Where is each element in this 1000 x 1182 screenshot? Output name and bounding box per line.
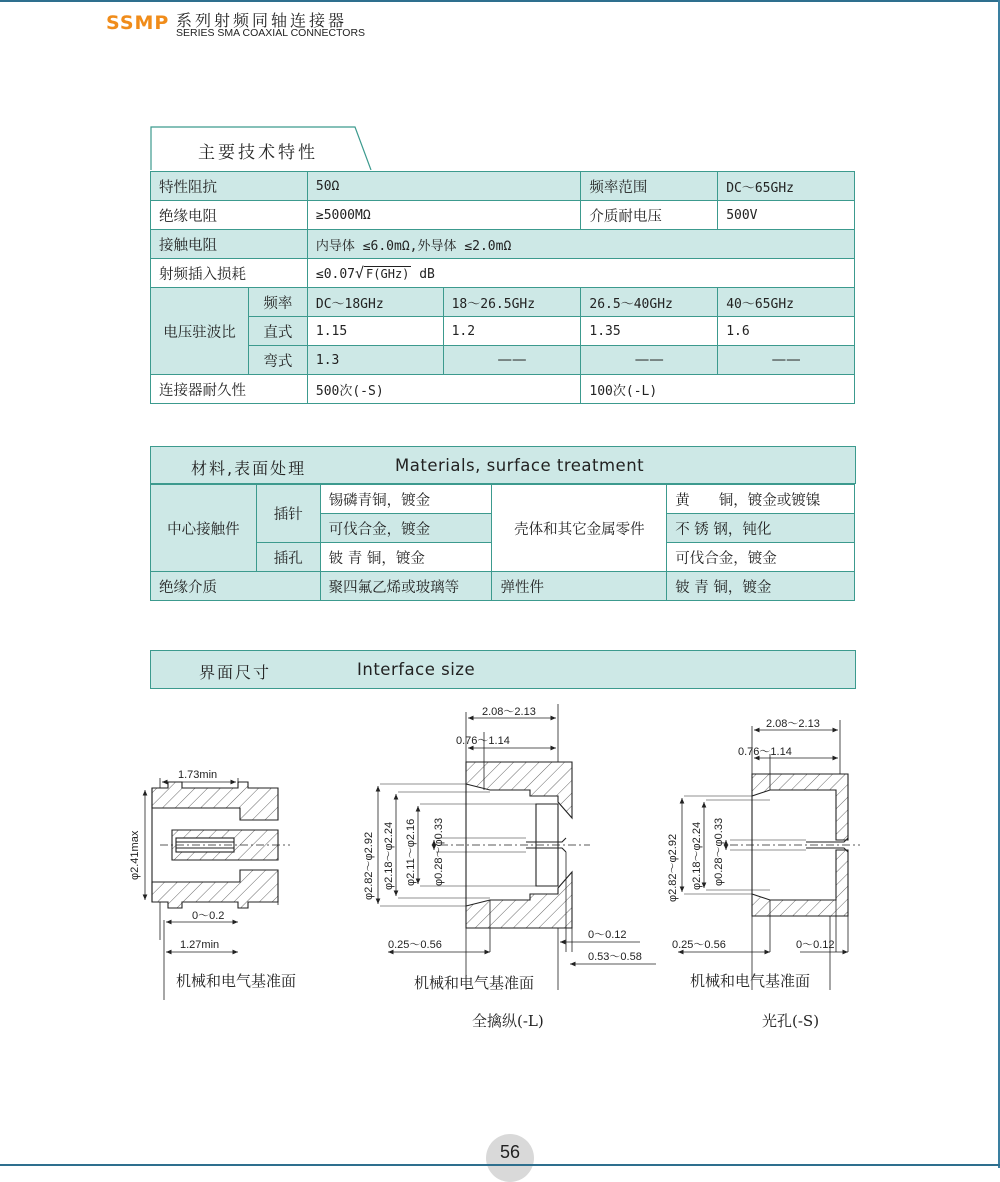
housing-material-2: 不 锈 钢，钝化 (667, 514, 855, 543)
spring-material: 铍 青 铜，镀金 (667, 572, 855, 601)
spec-row-insulation (151, 201, 855, 230)
vswr-freq-1: DC～18GHz (307, 288, 443, 317)
vswr-bent-1: 1.3 (307, 346, 443, 375)
socket-material: 铍 青 铜，镀金 (320, 543, 492, 572)
vswr-bent-label: 弯式 (248, 346, 307, 375)
spring-label: 弹性件 (492, 572, 667, 601)
jack-l-dim-6: φ0.28～φ0.33 (433, 817, 445, 886)
vswr-straight-2: 1.2 (443, 317, 581, 346)
interface-heading-cn: 界面尺寸 (199, 663, 272, 682)
series-title-cn: 系列射频同轴连接器 (176, 11, 348, 30)
specs-table (150, 171, 855, 404)
plug-dim-2: φ2.41max (129, 830, 141, 880)
jack-l-dim-8: 0～0.12 (588, 929, 627, 941)
jack-s-dim-8: 0～0.12 (796, 939, 835, 951)
vswr-label: 电压驻波比 (151, 288, 249, 375)
durability-l: 100次(-L) (581, 375, 855, 404)
jack-s-dim-4: φ2.18～φ2.24 (691, 821, 703, 890)
vswr-row-straight (151, 317, 855, 346)
vswr-straight-1: 1.15 (307, 317, 443, 346)
durability-label: 连接器耐久性 (151, 375, 308, 404)
interface-drawings (0, 690, 1000, 1050)
freq-value: DC～65GHz (718, 172, 855, 201)
pin-label: 插针 (256, 485, 320, 543)
spec-row-impedance (151, 172, 855, 201)
contact-value: 内导体 ≤6.0mΩ,外导体 ≤2.0mΩ (307, 230, 854, 259)
loss-label: 射频插入损耗 (151, 259, 308, 288)
spec-row-loss (151, 259, 855, 288)
dielectric-material: 聚四氟乙烯或玻璃等 (320, 572, 492, 601)
materials-heading-cn: 材料,表面处理 (191, 459, 307, 478)
housing-label: 壳体和其它金属零件 (492, 485, 667, 572)
vswr-bent-3: —— (581, 346, 718, 375)
jack-s-caption: 机械和电气基准面 (690, 972, 811, 990)
vswr-bent-2: —— (443, 346, 581, 375)
dielectric-label: 绝缘介质 (151, 572, 321, 601)
materials-table (150, 484, 855, 601)
vswr-straight-3: 1.35 (581, 317, 718, 346)
loss-unit: dB (419, 267, 435, 282)
insulation-label: 绝缘电阻 (151, 201, 308, 230)
plug-dim-3: 0～0.2 (192, 910, 225, 922)
plug-dim-1: 1.73min (178, 769, 218, 781)
jack-l-dim-4: φ2.18～φ2.24 (383, 821, 395, 890)
vswr-freq-label: 频率 (248, 288, 307, 317)
jack-s-dim-2: 0.76～1.14 (738, 746, 792, 758)
jack-l-dim-1: 2.08～2.13 (482, 706, 536, 718)
socket-label: 插孔 (256, 543, 320, 572)
center-contact-label: 中心接触件 (151, 485, 257, 572)
page-number: 56 (499, 1142, 521, 1162)
loss-value (307, 259, 854, 288)
bottom-rule (0, 1164, 1000, 1166)
jack-l-dim-5: φ2.11～φ2.16 (405, 818, 417, 886)
spec-row-durability (151, 375, 855, 404)
impedance-label: 特性阻抗 (151, 172, 308, 201)
pin-material-2: 可伐合金，镀金 (320, 514, 492, 543)
contact-label: 接触电阻 (151, 230, 308, 259)
jack-s-dim-6: φ0.28～φ0.33 (713, 817, 725, 886)
insulation-value: ≥5000MΩ (307, 201, 581, 230)
vswr-row-bent (151, 346, 855, 375)
plug-dim-4: 1.27min (180, 939, 220, 951)
materials-heading-bar (150, 446, 856, 484)
jack-l-dim-7: 0.25～0.56 (388, 939, 442, 951)
pin-material-1: 锡磷青铜，镀金 (320, 485, 492, 514)
interface-heading-bar (150, 650, 856, 689)
series-title-en: SERIES SMA COAXIAL CONNECTORS (176, 27, 366, 39)
withstand-value: 500V (718, 201, 855, 230)
sqrt-symbol: √ (355, 264, 365, 282)
jack-s-dimensions (678, 730, 848, 952)
materials-heading-en: Materials, surface treatment (395, 456, 645, 475)
vswr-freq-3: 26.5～40GHz (581, 288, 718, 317)
plug-drawing (152, 778, 290, 1000)
housing-material-1: 黄 铜，镀金或镀镍 (667, 485, 855, 514)
vswr-bent-4: —— (718, 346, 855, 375)
vswr-row-freq (151, 288, 855, 317)
jack-l-label: 全擒纵(-L) (472, 1012, 544, 1030)
vswr-straight-4: 1.6 (718, 317, 855, 346)
vswr-freq-2: 18～26.5GHz (443, 288, 581, 317)
specs-heading: 主要技术特性 (198, 143, 318, 163)
jack-s-dim-1: 2.08～2.13 (766, 718, 820, 730)
withstand-label: 介质耐电压 (581, 201, 718, 230)
housing-material-3: 可伐合金，镀金 (667, 543, 855, 572)
vswr-straight-label: 直式 (248, 317, 307, 346)
jack-s-dim-7: 0.25～0.56 (672, 939, 726, 951)
impedance-value: 50Ω (307, 172, 581, 201)
jack-s-dim-3: φ2.82～φ2.92 (667, 833, 679, 902)
jack-l-caption: 机械和电气基准面 (414, 974, 535, 992)
durability-s: 500次(-S) (307, 375, 581, 404)
loss-radicand: F(GHz) (366, 267, 410, 281)
freq-label: 频率范围 (581, 172, 718, 201)
vswr-freq-4: 40～65GHz (718, 288, 855, 317)
jack-l-dim-9: 0.53～0.58 (588, 951, 642, 963)
top-rule (0, 0, 1000, 2)
spec-row-contact (151, 230, 855, 259)
jack-s-label: 光孔(-S) (762, 1012, 820, 1030)
plug-caption: 机械和电气基准面 (176, 972, 297, 990)
jack-l-dim-2: 0.76～1.14 (456, 735, 510, 747)
brand-logo: SSMP (106, 12, 170, 34)
loss-prefix: ≤0.07 (315, 267, 356, 282)
interface-heading-en: Interface size (357, 660, 476, 679)
jack-l-dim-3: φ2.82～φ2.92 (363, 831, 375, 900)
